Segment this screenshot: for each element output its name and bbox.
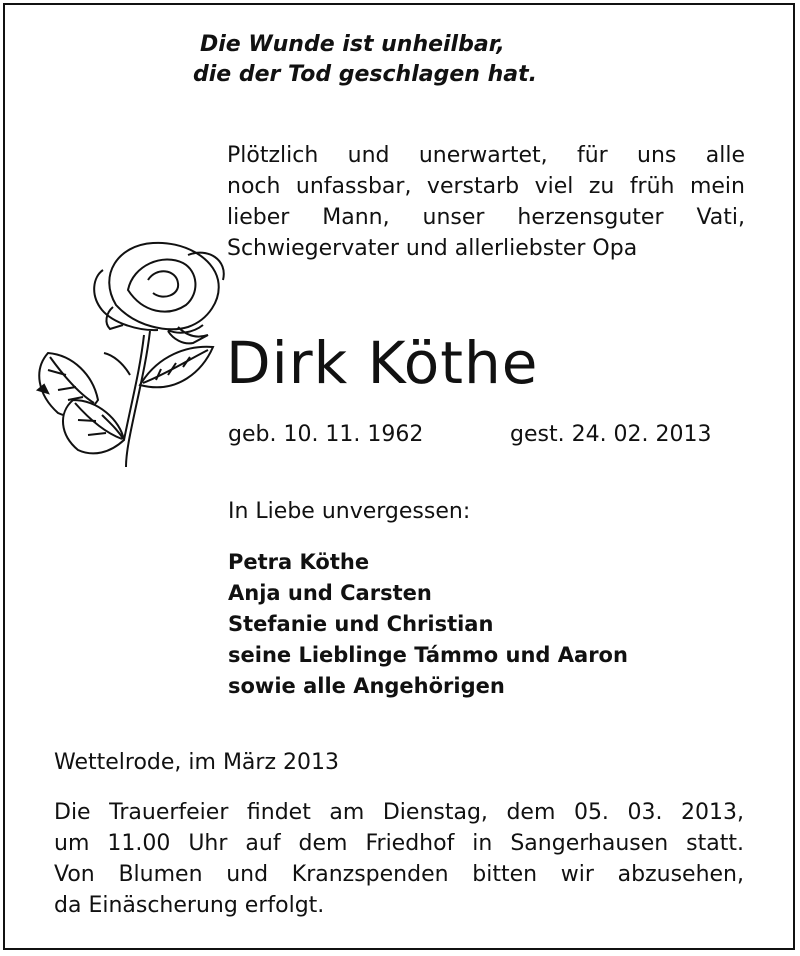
- rose-icon: [18, 235, 238, 475]
- notice-line: Die Trauerfeier findet am Dienstag, dem 05. 03. 2013,: [54, 800, 744, 825]
- verse-line-1: Die Wunde ist unheilbar,: [200, 32, 505, 57]
- death-date: gest. 24. 02. 2013: [510, 422, 712, 447]
- place-date: Wettelrode, im März 2013: [54, 750, 339, 775]
- notice-line: Von Blumen und Kranzspenden bitten wir abzusehen,: [54, 862, 744, 887]
- intro-line: Schwiegervater und allerliebster Opa: [227, 236, 638, 261]
- notice-line: da Einäscherung erfolgt.: [54, 893, 325, 918]
- intro-text: [227, 140, 745, 264]
- intro-line: lieber Mann, unser herzensguter Vati,: [227, 205, 745, 230]
- mourners-list: [228, 547, 628, 702]
- mourner-name: Anja und Carsten: [228, 581, 432, 605]
- intro-line: noch unfassbar, verstarb viel zu früh mein: [227, 174, 745, 199]
- mourners-lead: In Liebe unvergessen:: [228, 499, 471, 524]
- life-dates: [228, 420, 712, 450]
- birth-date: geb. 10. 11. 1962: [228, 422, 424, 447]
- mourner-name: Petra Köthe: [228, 550, 370, 574]
- mourner-name: sowie alle Angehörigen: [228, 674, 505, 698]
- verse: [193, 30, 600, 90]
- funeral-notice: [54, 797, 744, 921]
- verse-line-2: die der Tod geschlagen hat.: [193, 62, 537, 87]
- notice-line: um 11.00 Uhr auf dem Friedhof in Sangerhausen statt.: [54, 831, 744, 856]
- mourner-name: Stefanie und Christian: [228, 612, 494, 636]
- intro-line: Plötzlich und unerwartet, für uns alle: [227, 143, 745, 168]
- mourner-name: seine Lieblinge Támmo und Aaron: [228, 643, 628, 667]
- deceased-name: Dirk Köthe: [226, 329, 539, 397]
